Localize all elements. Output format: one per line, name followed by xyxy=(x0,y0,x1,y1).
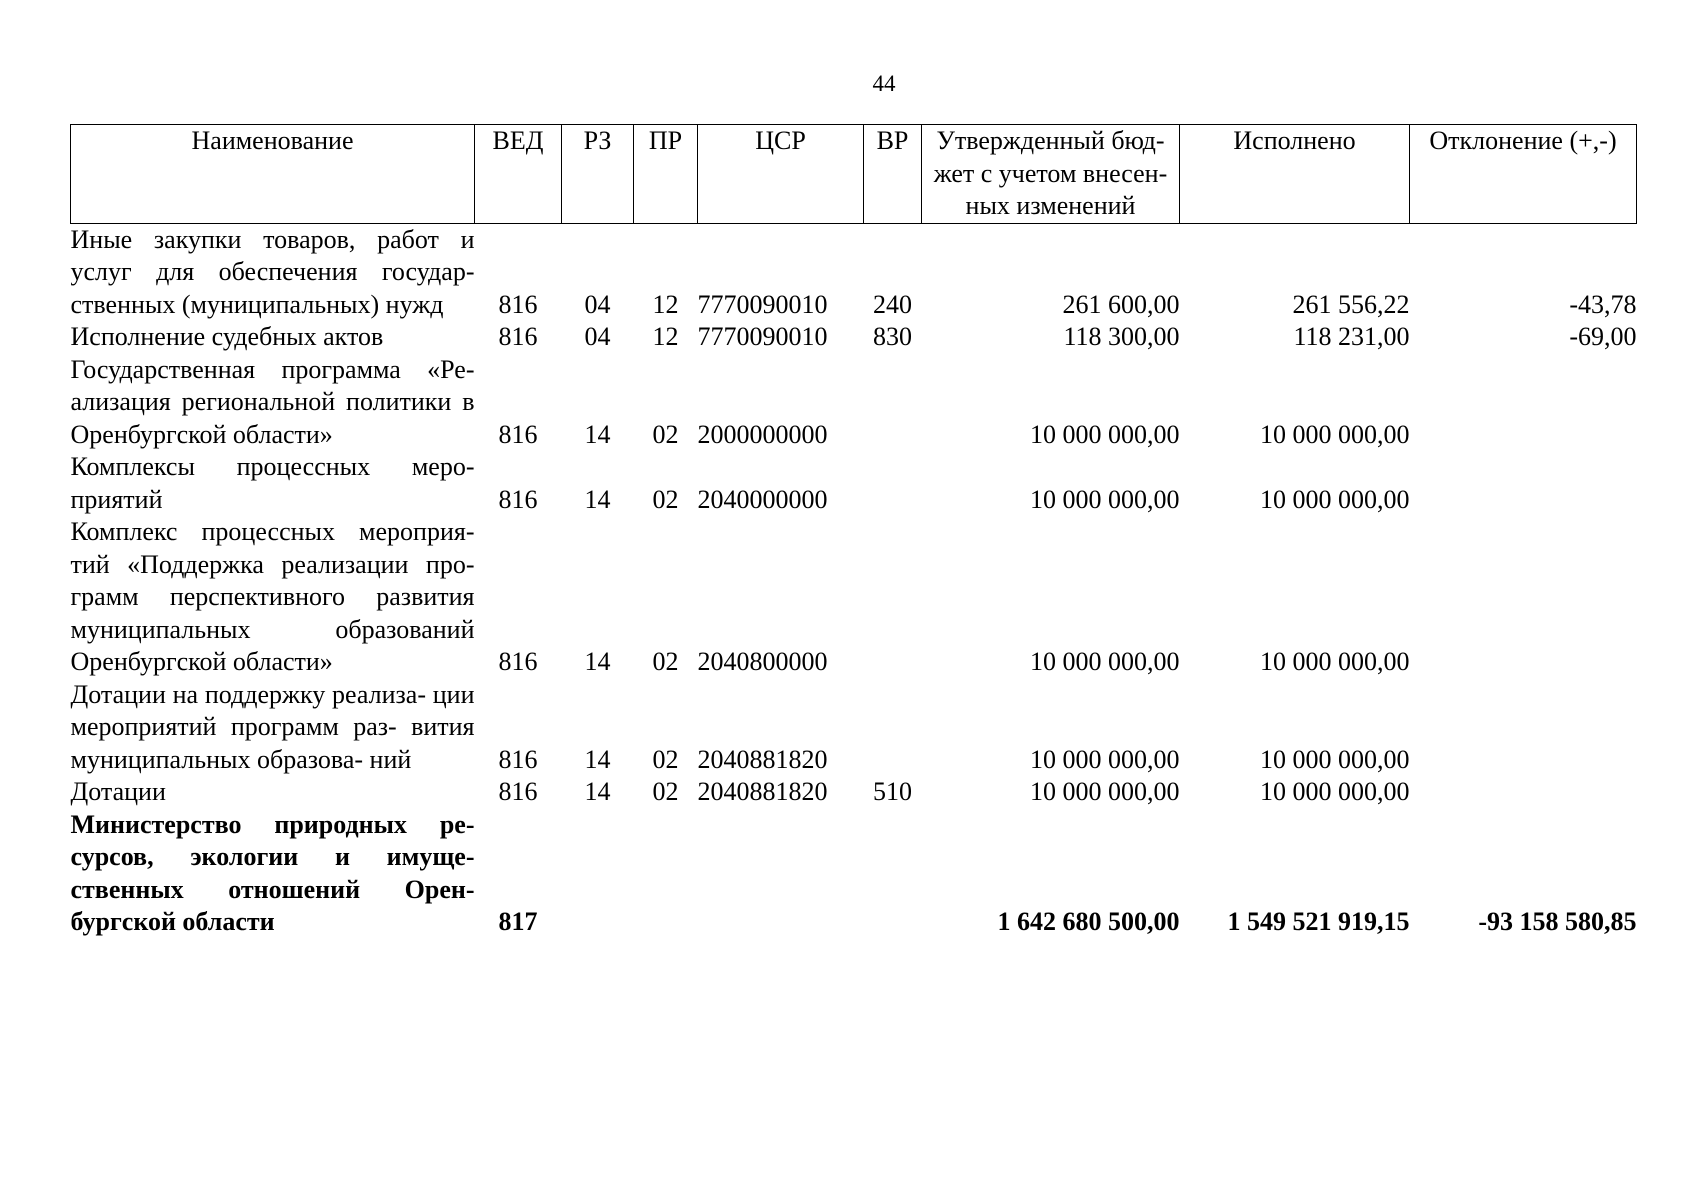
row-name: Министерство природных ре- сурсов, экологии и имуще- ственных отношений Орен- бургской области xyxy=(70,809,475,936)
row-executed: 261 556,22 xyxy=(1292,289,1410,319)
row-csr: 2040881820 xyxy=(697,744,828,774)
row-rz: 14 xyxy=(584,419,611,449)
row-ved: 816 xyxy=(498,419,538,449)
row-name: Исполнение судебных актов xyxy=(70,322,384,351)
row-ved: 816 xyxy=(498,647,538,676)
row-deviation: -93 158 580,85 xyxy=(1478,907,1637,936)
row-rz: 14 xyxy=(584,777,611,806)
table-row xyxy=(71,776,1637,809)
row-approved: 10 000 000,00 xyxy=(1030,777,1180,806)
row-vr xyxy=(864,809,922,939)
row-vr: 240 xyxy=(873,289,912,319)
row-csr: 2040800000 xyxy=(697,647,828,676)
table-row xyxy=(71,679,1637,777)
row-pr xyxy=(634,809,698,939)
row-executed: 118 231,00 xyxy=(1293,322,1410,351)
row-approved: 10 000 000,00 xyxy=(1030,647,1180,676)
row-approved: 261 600,00 xyxy=(1062,289,1180,319)
table-row xyxy=(71,516,1637,679)
header-name: Наименование xyxy=(71,125,475,224)
row-csr xyxy=(698,809,864,939)
header-csr: ЦСР xyxy=(698,125,864,224)
row-name: Иные закупки товаров, работ и услуг для обеспечения государ- ственных (муниципальных) нужд xyxy=(70,224,475,319)
row-rz: 14 xyxy=(584,647,611,676)
row-deviation: -43,78 xyxy=(1569,289,1637,319)
row-ved: 816 xyxy=(498,484,538,514)
row-executed: 10 000 000,00 xyxy=(1260,647,1410,676)
row-deviation: -69,00 xyxy=(1569,322,1637,351)
row-deviation xyxy=(1410,451,1637,516)
row-rz xyxy=(562,809,634,939)
row-deviation xyxy=(1410,776,1637,809)
row-rz: 14 xyxy=(584,484,611,514)
row-vr xyxy=(864,451,922,516)
table-row-total xyxy=(71,809,1637,939)
table-row xyxy=(71,321,1637,354)
table-header-row xyxy=(71,125,1637,224)
budget-table xyxy=(70,124,1637,939)
row-approved: 118 300,00 xyxy=(1063,322,1180,351)
row-deviation xyxy=(1410,679,1637,777)
row-csr: 7770090010 xyxy=(697,322,828,351)
table-row xyxy=(71,451,1637,516)
row-executed: 1 549 521 919,15 xyxy=(1227,907,1410,936)
row-vr xyxy=(864,516,922,679)
table-row xyxy=(71,223,1637,321)
row-ved: 816 xyxy=(498,289,538,319)
row-ved: 817 xyxy=(498,907,538,936)
row-approved: 10 000 000,00 xyxy=(1030,419,1180,449)
page-number: 44 xyxy=(872,71,896,96)
header-rz: РЗ xyxy=(562,125,634,224)
row-name: Дотации на поддержку реализа- ции мероприятий программ раз- вития муниципальных образова- ний xyxy=(70,679,475,774)
row-vr xyxy=(864,354,922,452)
row-pr: 12 xyxy=(652,289,679,319)
row-pr: 02 xyxy=(652,744,679,774)
row-pr: 12 xyxy=(652,322,679,351)
row-pr: 02 xyxy=(652,484,679,514)
row-executed: 10 000 000,00 xyxy=(1260,744,1410,774)
row-approved: 10 000 000,00 xyxy=(1030,744,1180,774)
header-deviation: Отклонение (+,-) xyxy=(1410,125,1637,224)
header-pr: ПР xyxy=(634,125,698,224)
row-executed: 10 000 000,00 xyxy=(1260,419,1410,449)
row-deviation xyxy=(1410,354,1637,452)
row-pr: 02 xyxy=(652,777,679,806)
row-approved: 1 642 680 500,00 xyxy=(997,907,1180,936)
row-name: Комплексы процессных меро- приятий xyxy=(70,452,475,514)
row-pr: 02 xyxy=(652,647,679,676)
header-approved: Утвержденный бюд- жет с учетом внесен- ных изменений xyxy=(922,125,1180,224)
table-row xyxy=(71,354,1637,452)
row-name: Комплекс процессных мероприя- тий «Поддержка реализации про- грамм перспективного развития муниципальных образований Оренбургской области» xyxy=(70,517,475,676)
row-rz: 14 xyxy=(584,744,611,774)
row-name: Дотации xyxy=(70,777,166,806)
header-executed: Исполнено xyxy=(1180,125,1410,224)
header-ved: ВЕД xyxy=(475,125,562,224)
row-vr: 510 xyxy=(873,777,912,806)
row-ved: 816 xyxy=(498,744,538,774)
row-name: Государственная программа «Ре- ализация региональной политики в Оренбургской области» xyxy=(70,354,475,449)
row-executed: 10 000 000,00 xyxy=(1260,777,1410,806)
row-executed: 10 000 000,00 xyxy=(1260,484,1410,514)
row-vr: 830 xyxy=(873,322,912,351)
row-rz: 04 xyxy=(584,322,611,351)
row-csr: 2040881820 xyxy=(697,777,828,806)
header-vr: ВР xyxy=(864,125,922,224)
row-ved: 816 xyxy=(498,777,538,806)
row-rz: 04 xyxy=(584,289,611,319)
row-pr: 02 xyxy=(652,419,679,449)
row-approved: 10 000 000,00 xyxy=(1030,484,1180,514)
row-ved: 816 xyxy=(498,322,538,351)
row-csr: 2000000000 xyxy=(697,419,828,449)
row-deviation xyxy=(1410,516,1637,679)
row-csr: 7770090010 xyxy=(697,289,828,319)
row-vr xyxy=(864,679,922,777)
row-csr: 2040000000 xyxy=(697,484,828,514)
